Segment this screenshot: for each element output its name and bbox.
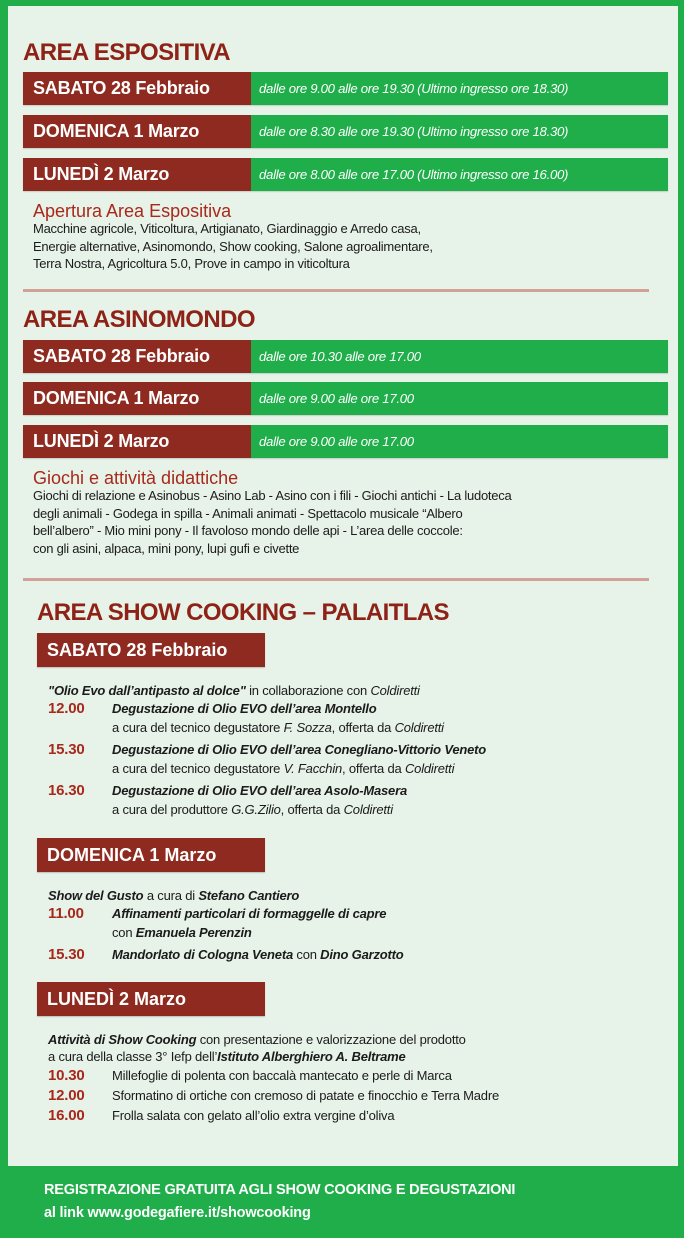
event-item <box>48 699 444 737</box>
event-item <box>48 1106 394 1126</box>
espositiva-description <box>33 220 433 273</box>
asinomondo-subtitle: Giochi e attività didattiche <box>33 468 239 488</box>
event-time: 16.00 <box>48 1107 85 1124</box>
description-line: Giochi di relazione e Asinobus - Asino Lab - Asino con i fili - Giochi antichi - La ludoteca <box>33 488 512 503</box>
day-label: SABATO 28 Febbraio <box>23 340 251 373</box>
event-detail: a cura del produttore G.G.Zilio, offerta da Coldiretti <box>112 802 393 817</box>
event-time: 10.30 <box>48 1067 85 1084</box>
event-item <box>48 904 386 942</box>
event-time: 12.00 <box>48 1087 85 1104</box>
show-cooking-intro-domenica: Show del Gusto a cura di Stefano Cantiero <box>48 888 300 903</box>
day-label: LUNEDÌ 2 Marzo <box>23 425 251 458</box>
event-title: Sformatino di ortiche con cremoso di patate e finocchio e Terra Madre <box>112 1088 499 1103</box>
area-espositiva-title: AREA ESPOSITIVA <box>23 39 231 66</box>
event-title: Degustazione di Olio EVO dell’area Conegliano-Vittorio Veneto <box>112 742 486 757</box>
section-divider <box>23 289 649 292</box>
content-panel <box>8 6 678 1166</box>
footer-registration-text: REGISTRAZIONE GRATUITA AGLI SHOW COOKING E DEGUSTAZIONI <box>44 1182 516 1198</box>
description-line: bell’albero” - Mio mini pony - Il favoloso mondo delle api - L’area delle coccole: <box>33 523 463 538</box>
event-time: 12.00 <box>48 700 85 717</box>
event-time: 15.30 <box>48 741 85 758</box>
event-detail: a cura del tecnico degustatore V. Facchin, offerta da Coldiretti <box>112 761 455 776</box>
show-cooking-day-sabato: SABATO 28 Febbraio <box>37 633 265 667</box>
show-cooking-intro-sabato: "Olio Evo dall’antipasto al dolce" in collaborazione con Coldiretti <box>48 683 420 698</box>
asinomondo-row-lunedi <box>23 425 668 458</box>
description-line: Terra Nostra, Agricoltura 5.0, Prove in campo in viticoltura <box>33 256 350 271</box>
asinomondo-row-sabato <box>23 340 668 373</box>
description-line: Macchine agricole, Viticoltura, Artigianato, Giardinaggio e Arredo casa, <box>33 221 421 236</box>
show-cooking-day-lunedi: LUNEDÌ 2 Marzo <box>37 982 265 1016</box>
event-item <box>48 781 407 819</box>
event-title: Frolla salata con gelato all’olio extra vergine d’oliva <box>112 1108 395 1123</box>
espositiva-row-lunedi <box>23 158 668 191</box>
event-item <box>48 740 486 778</box>
description-line: con gli asini, alpaca, mini pony, lupi gufi e civette <box>33 540 300 556</box>
day-label: DOMENICA 1 Marzo <box>23 382 251 415</box>
day-label: SABATO 28 Febbraio <box>23 72 251 105</box>
footer-registration <box>44 1179 515 1225</box>
hours-label: dalle ore 9.00 alle ore 17.00 <box>251 425 668 458</box>
hours-label: dalle ore 10.30 alle ore 17.00 <box>251 340 668 373</box>
event-title: Millefoglie di polenta con baccalà mantecato e perle di Marca <box>112 1068 452 1083</box>
event-time: 15.30 <box>48 946 85 963</box>
event-detail: a cura del tecnico degustatore F. Sozza, offerta da Coldiretti <box>112 720 444 735</box>
hours-label: dalle ore 8.00 alle ore 17.00 (Ultimo ingresso ore 16.00) <box>251 158 668 191</box>
section-divider <box>23 578 649 581</box>
area-asinomondo-title: AREA ASINOMONDO <box>23 306 255 333</box>
footer-link[interactable]: al link www.godegafiere.it/showcooking <box>44 1205 311 1221</box>
event-title: Affinamenti particolari di formaggelle di capre <box>112 906 387 921</box>
description-line: Energie alternative, Asinomondo, Show cooking, Salone agroalimentare, <box>33 238 433 254</box>
event-detail: con Emanuela Perenzin <box>112 925 252 940</box>
espositiva-subtitle: Apertura Area Espositiva <box>33 201 232 221</box>
asinomondo-row-domenica <box>23 382 668 415</box>
event-item: 15.30 Mandorlato di Cologna Veneta con Dino Garzotto <box>48 946 404 963</box>
espositiva-row-sabato <box>23 72 668 105</box>
event-item <box>48 1066 452 1086</box>
day-label: LUNEDÌ 2 Marzo <box>23 158 251 191</box>
event-item <box>48 1086 499 1106</box>
hours-label: dalle ore 9.00 alle ore 17.00 <box>251 382 668 415</box>
description-line: degli animali - Godega in spilla - Animali animati - Spettacolo musicale “Albero <box>33 505 463 521</box>
espositiva-row-domenica <box>23 115 668 148</box>
hours-label: dalle ore 9.00 alle ore 19.30 (Ultimo ingresso ore 18.30) <box>251 72 668 105</box>
show-cooking-intro-lunedi: Attività di Show Cooking con presentazione e valorizzazione del prodotto a cura della classe 3° Iefp dell’Istituto Alberghiero A. Beltrame <box>48 1032 466 1064</box>
event-title: Degustazione di Olio EVO dell’area Asolo-Masera <box>112 783 407 798</box>
event-time: 16.30 <box>48 782 85 799</box>
area-show-cooking-title: AREA SHOW COOKING – PALAITLAS <box>37 599 449 626</box>
show-cooking-day-domenica: DOMENICA 1 Marzo <box>37 838 265 872</box>
asinomondo-description <box>33 487 512 557</box>
event-title: Mandorlato di Cologna Veneta <box>112 947 293 962</box>
day-label: DOMENICA 1 Marzo <box>23 115 251 148</box>
hours-label: dalle ore 8.30 alle ore 19.30 (Ultimo ingresso ore 18.30) <box>251 115 668 148</box>
event-time: 11.00 <box>48 905 84 922</box>
event-title: Degustazione di Olio EVO dell’area Montello <box>112 701 377 716</box>
